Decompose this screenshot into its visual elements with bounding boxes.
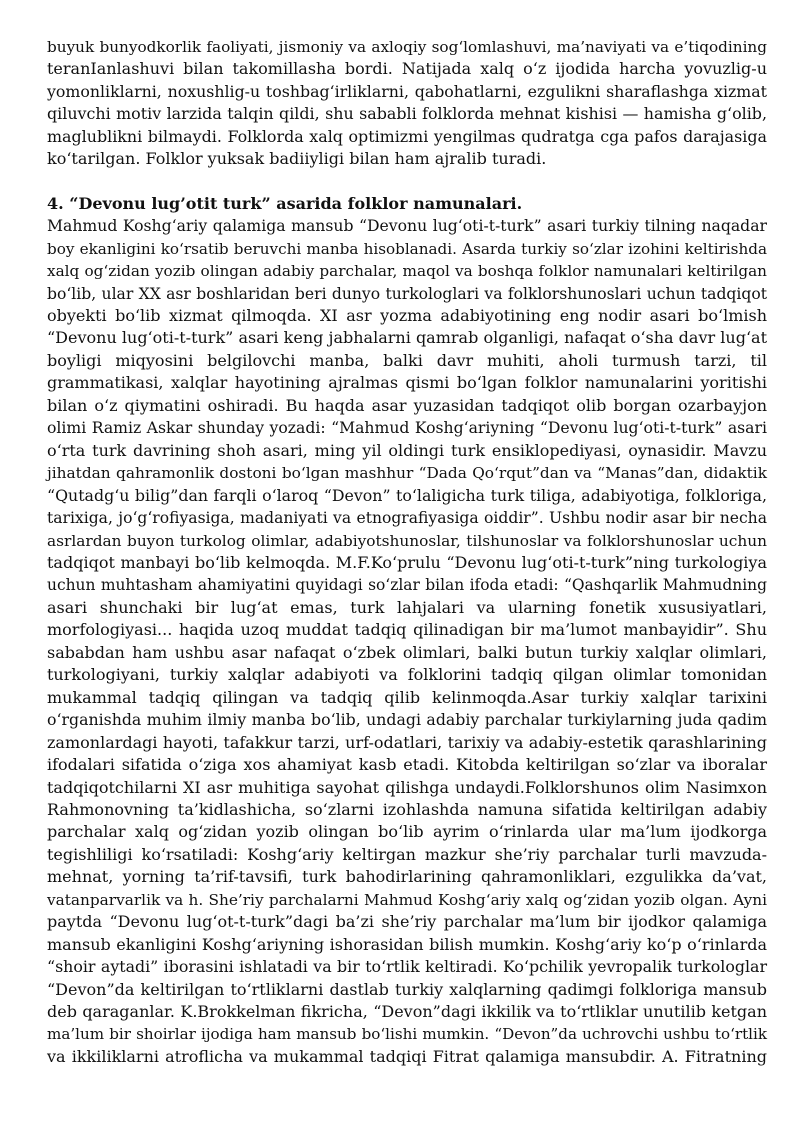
text-line: asrlardan buyon turkolog olimlar, adabiyotshunoslar, tilshunoslar va folklorshunoslar uchun [47, 531, 767, 550]
text-line: ifodalari sifatida o‘ziga xos ahamiyat kasb etadi. Kitobda keltirilgan so‘zlar va iboralar [47, 755, 767, 775]
section-heading: 4. “Devonu lug’otit turk” asarida folklor namunalari. [47, 193, 523, 213]
intro-paragraph [47, 36, 767, 171]
text-line: deb qaraganlar. K.Brokkelman fikricha, “Devon”dagi ikkilik va to‘rtliklar unutilib ketgan [47, 1002, 767, 1022]
text-line: zamonlardagi hayoti, tafakkur tarzi, urf-odatlari, tarixiy va adabiy-estetik qarashlarining [47, 732, 767, 752]
text-line: qiluvchi motiv larzida talqin qildi, shu sababli folklorda mehnat kishisi — hamisha g‘olib, [47, 104, 767, 124]
text-line: “shoir aytadi” iborasini ishlatadi va bir to‘rtlik keltiradi. Ko‘pchilik yevropalik turkologlar [47, 957, 767, 977]
text-line: yomonliklarni, noxushlig-u toshbag‘irliklarni, qabohatlarni, ezgulikni sharaflashga xizmat [47, 81, 767, 101]
text-line: vatanparvarlik va h. She’riy parchalarni Mahmud Koshg‘ariy xalq og‘zidan yozib olgan. Ayni [47, 890, 767, 909]
text-line: parchalar xalq og‘zidan yozib olingan bo‘lib ayrim o‘rinlarda ular ma’lum ijodkorga [47, 822, 767, 842]
text-line: o‘rta turk davrining shoh asari, ming yil oldingi turk ensiklopediyasi, oynasidir. Mavzu [47, 440, 767, 460]
text-line: teranIanlashuvi bilan takomillasha bordi. Natijada xalq o‘z ijodida harcha yovuzlig-u [47, 59, 767, 79]
text-line: “Qutadg‘u bilig”dan farqli o‘laroq “Devon” to‘laligicha turk tiliga, adabiyotiga, folkloriga, [47, 485, 767, 505]
text-line: boy ekanligini ko‘rsatib beruvchi manba hisoblanadi. Asarda turkiy so‘zlar izohini keltirishda [47, 239, 767, 258]
text-line: xalq og‘zidan yozib olingan adabiy parchalar, maqol va boshqa folklor namunalari keltirilgan [47, 262, 767, 281]
text-line: Rahmonovning ta’kidlashicha, so‘zlarni izohlashda namuna sifatida keltirilgan adabiy [47, 799, 767, 819]
text-line: va ikkiliklarni atroflicha va mukammal tadqiqi Fitrat qalamiga mansubdir. A. Fitratning [47, 1046, 767, 1066]
text-line: tadqiqotchilarni XI asr muhitiga sayohat qilishga undaydi.Folklorshunos olim Nasimxon [47, 777, 767, 797]
text-line: jihatdan qahramonlik dostoni bo‘lgan mashhur “Dada Qo‘rqut”dan va “Manas”dan, didaktik [47, 464, 767, 483]
section-body [47, 215, 767, 1068]
text-line: maglublikni bilmaydi. Folklorda xalq optimizmi yengilmas qudratga cga pafos darajasiga [47, 126, 767, 146]
text-line: tarixiga, jo‘g‘rofiyasiga, madaniyati va etnografiyasiga oiddir”. Ushbu nodir asar bir necha [47, 509, 767, 528]
text-line: asari shunchaki bir lug‘at emas, turk lahjalari va ularning fonetik xususiyatlari, [47, 597, 767, 617]
text-line: ma’lum bir shoirlar ijodiga ham mansub bo‘lishi mumkin. “Devon”da uchrovchi ushbu to‘rtlik [47, 1025, 767, 1044]
text-line: buyuk bunyodkorlik faoliyati, jismoniy va axloqiy sog‘lomlashuvi, ma’naviyati va e’tiqodining [47, 38, 767, 56]
text-line: mansub ekanligini Koshg‘ariyning ishorasidan bilish mumkin. Koshg‘ariy ko‘p o‘rinlarda [47, 934, 767, 954]
text-line: bo‘lib, ular XX asr boshlaridan beri dunyo turkologlari va folklorshunoslari uchun tadqiqot [47, 284, 767, 303]
text-line: “Devon”da keltirilgan to‘rtliklarni dastlab turkiy xalqlarning qadimgi folkloriga mansub [47, 979, 767, 999]
text-line: mehnat, yorning ta’rif-tavsifi, turk bahodirlarining qahramonliklari, ezgulikka da’vat, [47, 867, 767, 887]
document-page [47, 36, 767, 1068]
text-line: olimi Ramiz Askar shunday yozadi: “Mahmud Koshg‘ariyning “Devonu lug‘oti-t-turk” asari [47, 418, 767, 438]
paragraph-spacer [47, 171, 767, 193]
text-line: Mahmud Koshg‘ariy qalamiga mansub “Devonu lug‘oti-t-turk” asari turkiy tilning naqadar [47, 216, 767, 236]
text-line: uchun muhtasham ahamiyatini quyidagi so‘zlar bilan ifoda etadi: “Qashqarlik Mahmudning [47, 576, 767, 595]
text-line: turkologiyani, turkiy xalqlar adabiyoti va folklorini tadqiq qilgan olimlar tomonidan [47, 665, 767, 685]
text-line: grammatikasi, xalqlar hayotining ajralmas qismi bo‘lgan folklor namunalarini yoritishi [47, 373, 767, 393]
text-line: mukammal tadqiq qilingan va tadqiq qilib kelinmoqda.Asar turkiy xalqlar tarixini [47, 687, 767, 707]
text-line: obyekti bo‘lib xizmat qilmoqda. XI asr yozma adabiyotining eng nodir asari bo‘lmish [47, 305, 767, 325]
text-line: ko‘tarilgan. Folklor yuksak badiiyligi bilan ham ajralib turadi. [47, 149, 547, 169]
text-line: sababdan ham ushbu asar nafaqat o‘zbek olimlari, balki butun turkiy xalqlar olimlari, [47, 642, 767, 662]
text-line: bilan o‘z qiymatini oshiradi. Bu haqda asar yuzasidan tadqiqot olib borgan ozarbayjon [47, 395, 767, 415]
text-line: o‘rganishda muhim ilmiy manba bo‘lib, undagi adabiy parchalar turkiylarning juda qadim [47, 710, 767, 730]
text-line: tegishliligi ko‘rsatiladi: Koshg‘ariy keltirgan mazkur she’riy parchalar turli mavzuda- [47, 844, 767, 864]
text-line: paytda “Devonu lug‘ot-t-turk”dagi ba’zi she’riy parchalar ma’lum bir ijodkor qalamiga [47, 912, 767, 932]
text-line: tadqiqot manbayi bo‘lib kelmoqda. M.F.Ko‘prulu “Devonu lug‘oti-t-turk”ning turkologiya [47, 552, 767, 572]
text-line: boyligi miqyosini belgilovchi manba, balki davr muhiti, aholi turmush tarzi, til [47, 350, 767, 370]
text-line: “Devonu lug‘oti-t-turk” asari keng jabhalarni qamrab olganligi, nafaqat o‘sha davr lug‘at [47, 328, 767, 348]
text-line: morfologiyasi... haqida uzoq muddat tadqiq qilinadigan bir ma’lumot manbayidir”. Shu [47, 620, 767, 640]
